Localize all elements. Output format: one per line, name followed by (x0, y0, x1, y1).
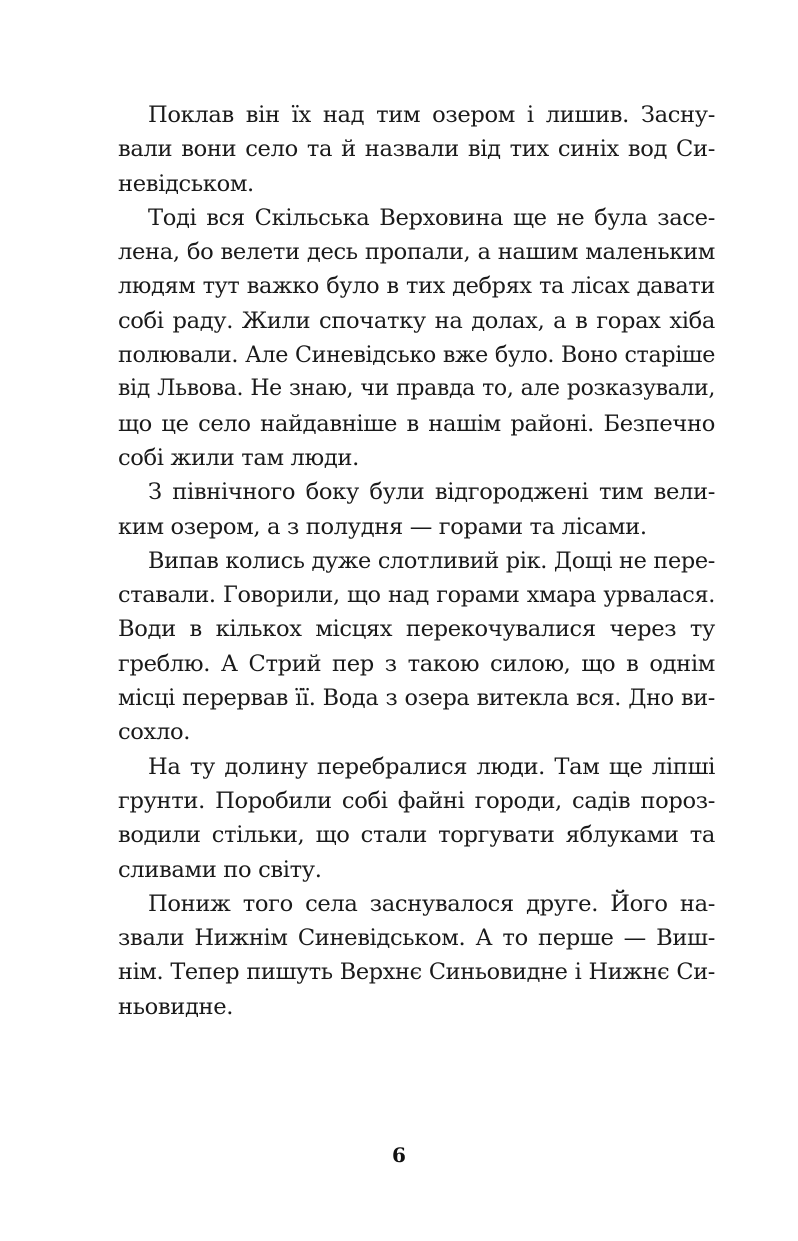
text-line: людям тут важко було в тих дебрях та лісах давати (118, 273, 715, 300)
text-line: водили стільки, що стали торгувати яблуками та (118, 822, 715, 849)
text-line: сливами по світу. (118, 856, 322, 883)
text-line: З північного боку були відгороджені тим вели- (148, 479, 715, 506)
text-line: від Львова. Не знаю, чи правда то, але розказували, (118, 376, 715, 402)
text-line: На ту долину перебралися люди. Там ще ліпші (148, 753, 715, 780)
paragraph (118, 544, 715, 750)
text-line: що це село найдавніше в нашім районі. Безпечно (118, 410, 715, 437)
text-line: Води в кількох місцях перекочувалися через ту (118, 616, 715, 643)
text-line: греблю. А Стрий пер з такою силою, що в однім (118, 650, 715, 677)
page-body (118, 98, 715, 1024)
paragraph (118, 750, 715, 887)
paragraph (118, 98, 715, 201)
text-line: лена, бо велети десь пропали, а нашим маленьким (118, 239, 715, 266)
paragraph (118, 475, 715, 544)
text-line: сохло. (118, 719, 191, 746)
text-line: нім. Тепер пишуть Верхнє Синьовидне і Нижнє Си- (118, 959, 715, 986)
text-line: ставали. Говорили, що над горами хмара урвалася. (118, 582, 715, 609)
text-line: місці перервав її. Вода з озера витекла вся. Дно ви- (118, 685, 715, 712)
text-line: полювали. Але Синевідсько вже було. Воно старіше (118, 342, 715, 369)
text-line: вали вони село та й назвали від тих синіх вод Си- (118, 136, 715, 163)
page-number: 6 (392, 1143, 406, 1167)
text-line: Тоді вся Скільська Верховина ще не була засе- (148, 204, 715, 231)
text-line: ньовидне. (118, 993, 234, 1020)
text-line: ким озером, а з полудня — горами та лісами. (118, 513, 647, 540)
text-line: Випав колись дуже слотливий рік. Дощі не пере- (148, 547, 715, 574)
text-line: Пониж того села заснувалося друге. Його на- (148, 890, 715, 917)
text-line: собі жили там люди. (118, 444, 359, 471)
paragraph (118, 887, 715, 1024)
text-line: собі раду. Жили спочатку на долах, а в горах хіба (118, 307, 715, 334)
text-line: Поклав він їх над тим озером і лишив. Засну- (148, 102, 715, 128)
paragraph (118, 201, 715, 475)
text-line: невідськом. (118, 170, 254, 197)
text-line: звали Нижнім Синевідськом. А то перше — Виш- (118, 925, 715, 952)
text-line: грунти. Поробили собі файні городи, садів пороз- (118, 787, 715, 814)
